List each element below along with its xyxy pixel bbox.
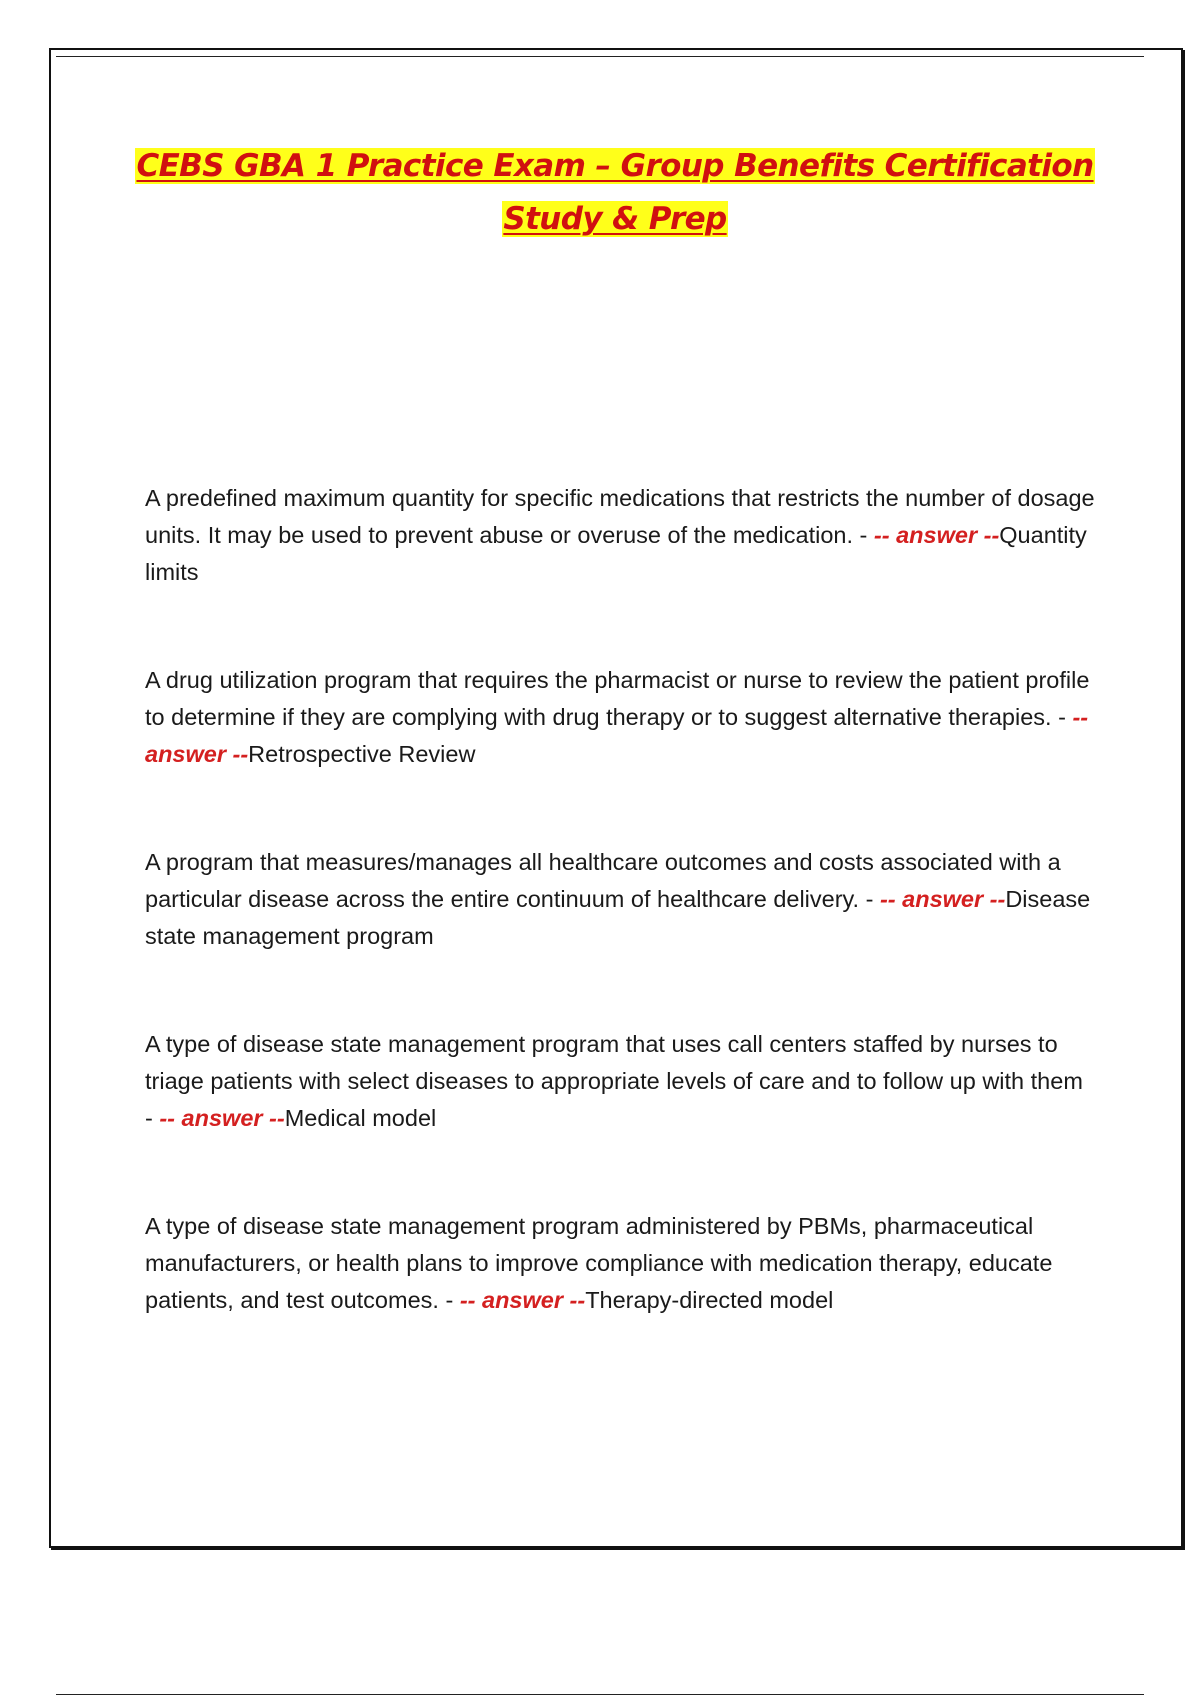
separator: - bbox=[145, 1105, 160, 1131]
question-text: A type of disease state management program that uses call centers staffed by nurses to triage patients with select diseases to appropriate levels of care and to follow up with them bbox=[145, 1031, 1083, 1094]
answer-text: Retrospective Review bbox=[248, 741, 476, 767]
answer-label: -- answer -- bbox=[145, 704, 1089, 767]
bottom-rule bbox=[56, 1694, 1144, 1695]
question-text: A type of disease state management program administered by PBMs, pharmaceutical manufacturers, or health plans to improve compliance with medication therapy, educate patients, and test outcomes. bbox=[145, 1213, 1053, 1313]
question-text: A predefined maximum quantity for specific medications that restricts the number of dosage units. It may be used to prevent abuse or overuse of the medication. bbox=[145, 485, 1095, 548]
answer-text: Disease state management program bbox=[145, 886, 1091, 949]
document-title bbox=[120, 140, 1110, 246]
question-text: A drug utilization program that requires the pharmacist or nurse to review the patient profile to determine if they are complying with drug therapy or to suggest alternative therapies. bbox=[145, 667, 1090, 730]
qa-item bbox=[145, 480, 1095, 662]
separator: - bbox=[859, 886, 880, 912]
qa-list bbox=[145, 480, 1095, 1390]
qa-item bbox=[145, 662, 1095, 844]
answer-text: Quantity limits bbox=[145, 522, 1087, 585]
answer-text: Medical model bbox=[284, 1105, 437, 1131]
separator: - bbox=[853, 522, 874, 548]
title-line-1: CEBS GBA 1 Practice Exam – Group Benefits Certification bbox=[136, 148, 1094, 184]
title-line-2: Study & Prep bbox=[503, 201, 727, 237]
answer-label: -- answer -- bbox=[459, 1287, 586, 1313]
question-text: A program that measures/manages all healthcare outcomes and costs associated with a particular disease across the entire continuum of healthcare delivery. bbox=[145, 849, 1061, 912]
qa-item bbox=[145, 1208, 1095, 1390]
separator: - bbox=[1051, 704, 1073, 730]
answer-label: -- answer -- bbox=[873, 522, 1000, 548]
separator: - bbox=[438, 1287, 460, 1313]
qa-item bbox=[145, 1026, 1095, 1208]
answer-text: Therapy-directed model bbox=[585, 1287, 834, 1313]
answer-label: -- answer -- bbox=[159, 1105, 285, 1131]
qa-item bbox=[145, 844, 1095, 1026]
answer-label: -- answer -- bbox=[879, 886, 1006, 912]
top-rule bbox=[56, 56, 1144, 57]
